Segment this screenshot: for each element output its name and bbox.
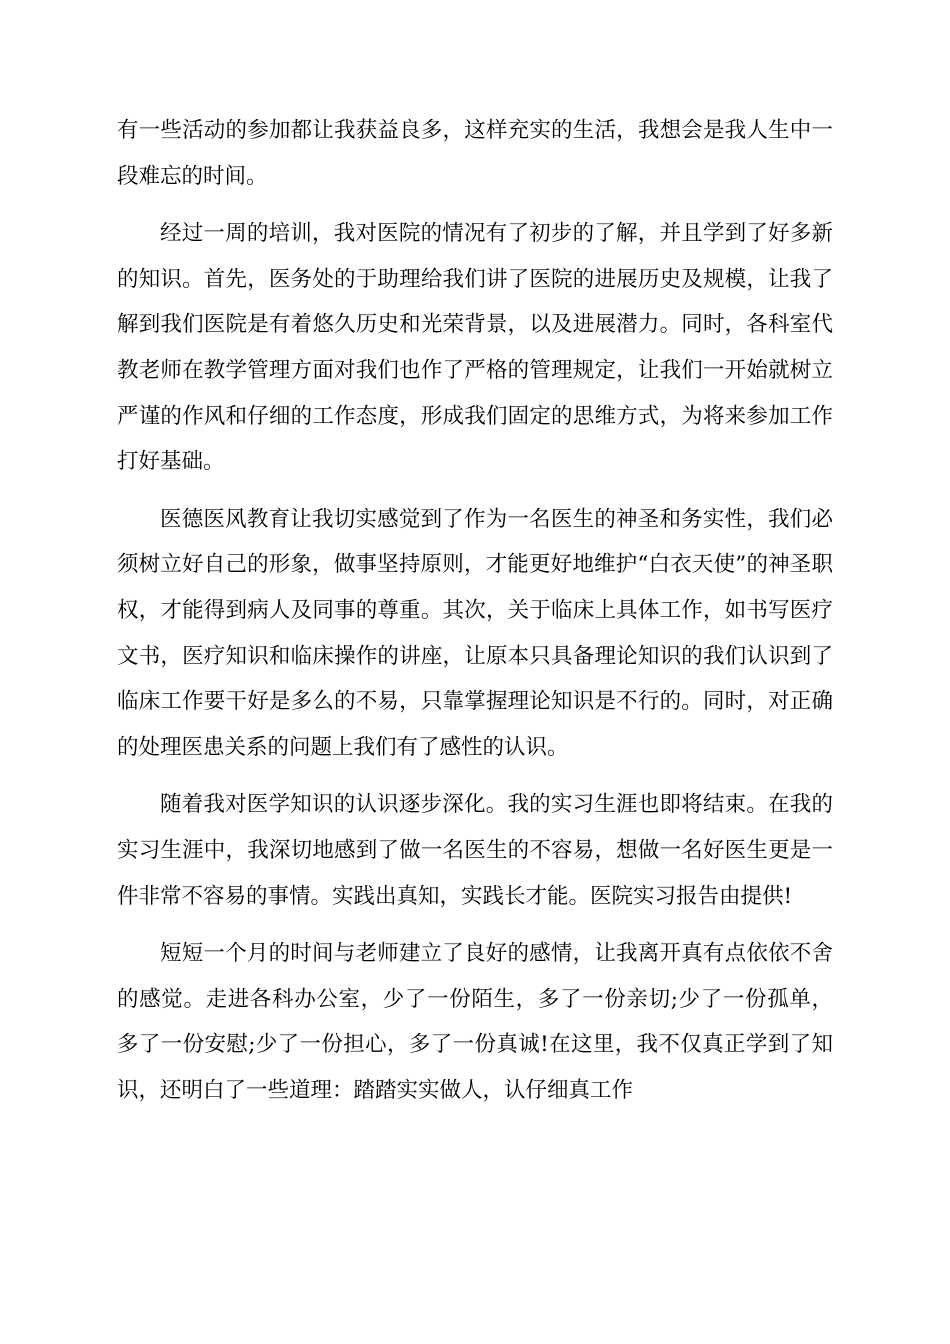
document-page bbox=[117, 108, 833, 1113]
paragraph-3: 医德医风教育让我切实感觉到了作为一名医生的神圣和务实性，我们必须树立好自己的形象，做事坚持原则，才能更好地维护“白衣天使”的神圣职权，才能得到病人及同事的尊重。其次，关于临床上具体工作，如书写医疗文书，医疗知识和临床操作的讲座，让原本只具备理论知识的我们认识到了临床工作要干好是多么的不易，只靠掌握理论知识是不行的。同时，对正确的处理医患关系的问题上我们有了感性的认识。 bbox=[117, 506, 833, 760]
paragraph-5: 短短一个月的时间与老师建立了良好的感情，让我离开真有点依依不舍的感觉。走进各科办公室，少了一份陌生，多了一份亲切;少了一份孤单，多了一份安慰;少了一份担心，多了一份真诚!在这里，我不仅真正学到了知识，还明白了一些道理：踏踏实实做人，认仔细真工作 bbox=[117, 941, 833, 1103]
paragraph-4: 随着我对医学知识的认识逐步深化。我的实习生涯也即将结束。在我的实习生涯中，我深切地感到了做一名医生的不容易，想做一名好医生更是一件非常不容易的事情。实践出真知，实践长才能。医院实习报告由提供! bbox=[117, 792, 833, 909]
paragraph-2: 经过一周的培训，我对医院的情况有了初步的了解，并且学到了好多新的知识。首先，医务处的于助理给我们讲了医院的进展历史及规模，让我了解到我们医院是有着悠久历史和光荣背景，以及进展潜力。同时，各科室代教老师在教学管理方面对我们也作了严格的管理规定，让我们一开始就树立严谨的作风和仔细的工作态度，形成我们固定的思维方式，为将来参加工作打好基础。 bbox=[117, 221, 833, 475]
paragraph-1: 有一些活动的参加都让我获益良多，这样充实的生活，我想会是我人生中一段难忘的时间。 bbox=[117, 118, 833, 189]
